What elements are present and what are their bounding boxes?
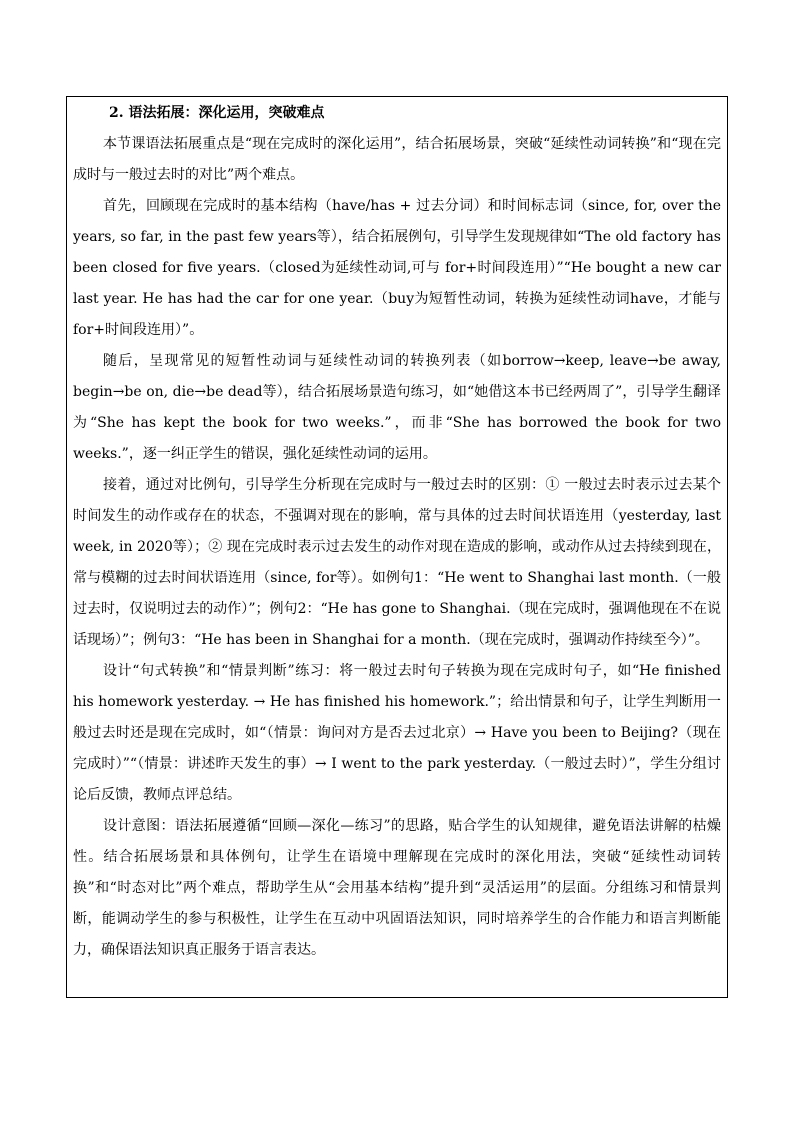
paragraph-design-intent: 设计意图：语法拓展遵循“回顾—深化—练习”的思路，贴合学生的认知规律，避免语法讲解的枯燥性。结合拓展场景和具体例句，让学生在语境中理解现在完成时的深化用法，突破“延续性动词转换”和“时态对比”两个难点，帮助学生从“会用基本结构”提升到“灵活运用”的层面。分组练习和情景判断，能调动学生的参与积极性，让学生在互动中巩固语法知识，同时培养学生的合作能力和语言判断能力，确保语法知识真正服务于语言表达。	[73, 818, 721, 958]
section-heading: 2. 语法拓展：深化运用，突破难点	[109, 105, 325, 121]
paragraph-tense-comparison: 接着，通过对比例句，引导学生分析现在完成时与一般过去时的区别：① 一般过去时表示过去某个时间发生的动作或存在的状态，不强调对现在的影响，常与具体的过去时间状语连用（yesterday, last week, in 2020等）；② 现在完成时表示过去发生的动作对现在造成的影响，或动作从过去持续到现在，常与模糊的过去时间状语连用（since, for等）。如例句1：“He went to Shanghai last month.（一般过去时，仅说明过去的动作）”；例句2：“He has gone to Shanghai.（现在完成时，强调他现在不在说话现场）”；例句3：“He has been in Shanghai for a month.（现在完成时，强调动作持续至今）”。	[73, 477, 721, 648]
lesson-table-cell	[66, 96, 728, 998]
paragraph-practice-design: 设计“句式转换”和“情景判断”练习：将一般过去时句子转换为现在完成时句子，如“He finished his homework yesterday. → He has finished his homework.”；给出情景和句子，让学生判断用一般过去时还是现在完成时，如“（情景：询问对方是否去过北京）→ Have you been to Beijing?（现在完成时）”“（情景：讲述昨天发生的事）→ I went to the park yesterday.（一般过去时）”，学生分组讨论后反馈，教师点评总结。	[73, 663, 721, 803]
cell-content	[73, 98, 721, 966]
paragraph-verb-conversion: 随后，呈现常见的短暂性动词与延续性动词的转换列表（如borrow→keep, leave→be away, begin→be on, die→be dead等），结合拓展场景造句练习，如“她借这本书已经两周了”，引导学生翻译为“She has kept the book for two weeks.”，而非“She has borrowed the book for two weeks.”，逐一纠正学生的错误，强化延续性动词的运用。	[73, 353, 721, 462]
paragraph-review-structure: 首先，回顾现在完成时的基本结构（have/has + 过去分词）和时间标志词（since, for, over the years, so far, in the past few years等），结合拓展例句，引导学生发现规律如“The old factory has been closed for five years.（closed为延续性动词,可与 for+时间段连用）”“He bought a new car last year. He has had the car for one year.（buy为短暂性动词，转换为延续性动词have，才能与 for+时间段连用）”。	[73, 198, 721, 338]
paragraph-grammar-focus: 本节课语法拓展重点是“现在完成时的深化运用”，结合拓展场景，突破“延续性动词转换”和“现在完成时与一般过去时的对比”两个难点。	[73, 136, 721, 183]
